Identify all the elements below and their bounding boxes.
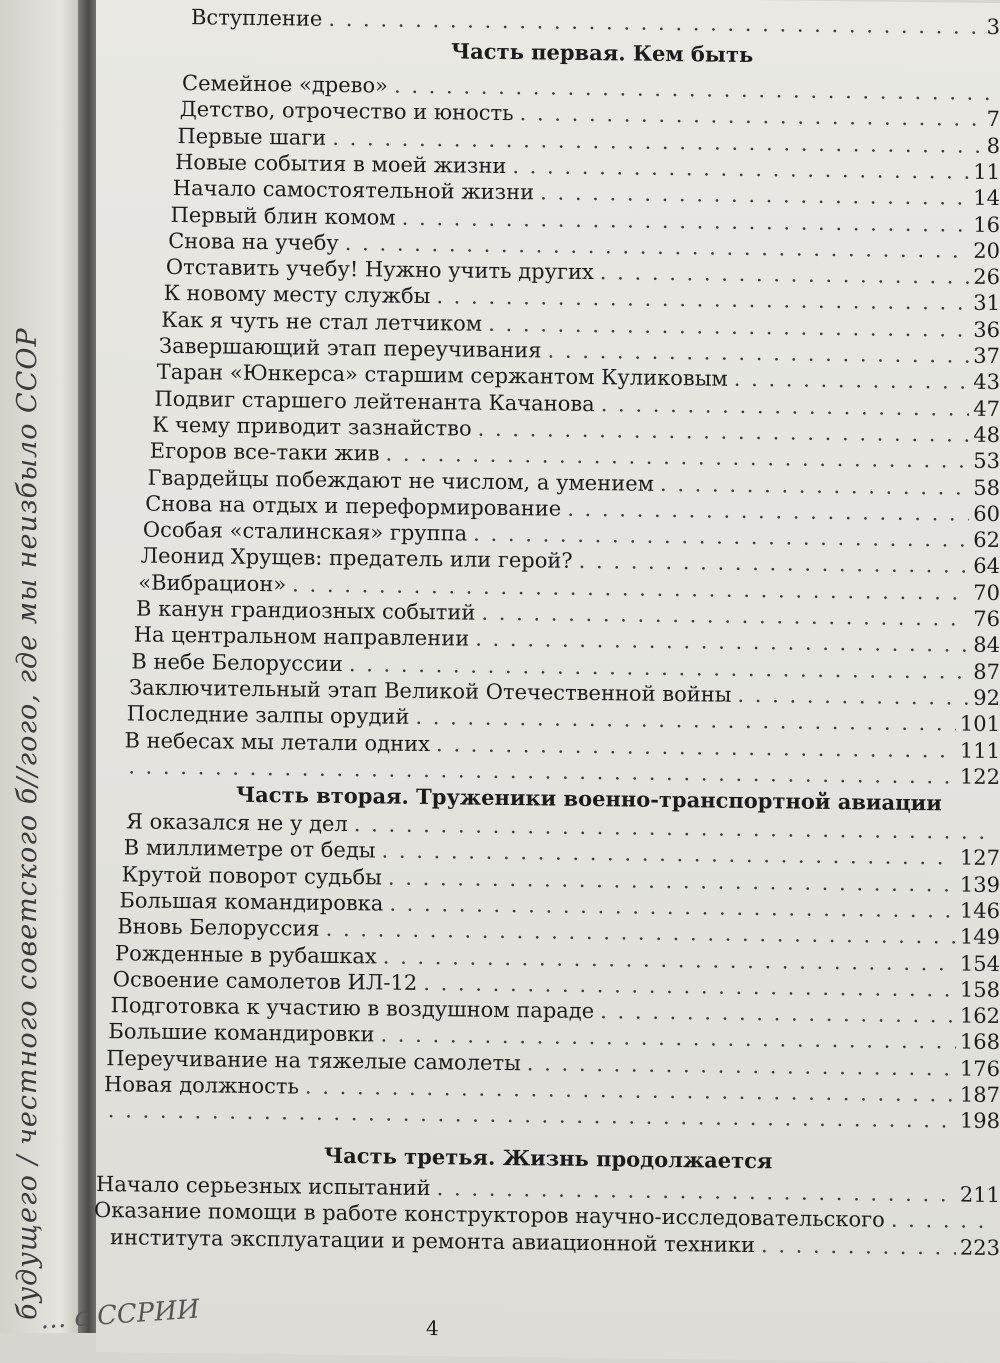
table-of-contents bbox=[96, 0, 1000, 3]
toc-entry-page: 122 bbox=[960, 764, 1000, 788]
leader-dots bbox=[488, 311, 969, 341]
toc-entry-title: Первый блин комом bbox=[171, 202, 396, 229]
toc-entry-title: Заключительный этап Великой Отечественной войны bbox=[129, 675, 731, 706]
leader-dots bbox=[475, 627, 969, 657]
toc-entry-page: 36 bbox=[973, 317, 1000, 341]
toc-entry-page: 11 bbox=[973, 160, 1000, 184]
toc-entry-title: института эксплуатации и ремонта авиационной техники bbox=[110, 1225, 755, 1257]
toc-entry-title: Я оказался не у дел bbox=[126, 809, 348, 836]
leader-dots bbox=[527, 1051, 956, 1080]
leader-dots bbox=[601, 392, 970, 421]
toc-page bbox=[96, 0, 1000, 1363]
leader-dots bbox=[520, 101, 983, 131]
toc-entry-page: 146 bbox=[960, 898, 1000, 922]
toc-entry-title: Вступление bbox=[191, 5, 322, 31]
leader-dots bbox=[481, 601, 969, 631]
toc-entry-page: 60 bbox=[973, 502, 1000, 526]
toc-entry-page: 43 bbox=[973, 370, 1000, 394]
toc-entry-page: 139 bbox=[960, 872, 1000, 896]
toc-entry-page: 187 bbox=[960, 1083, 1000, 1107]
leader-dots bbox=[473, 522, 969, 552]
toc-entry-title: К новому месту службы bbox=[164, 281, 431, 308]
toc-entry-title: Отставить учебу! Нужно учить других bbox=[166, 255, 594, 284]
leader-dots bbox=[512, 154, 969, 184]
part-heading: Часть вторая. Труженики военно-транспортной авиации bbox=[236, 782, 942, 816]
toc-entry-page: 211 bbox=[960, 1183, 1000, 1207]
leader-dots bbox=[548, 339, 970, 368]
toc-entry-title: Новая должность bbox=[104, 1072, 299, 1098]
toc-entry-title: Начало самостоятельной жизни bbox=[173, 176, 534, 204]
leader-dots bbox=[660, 471, 969, 499]
toc-entry-title: Освоение самолетов ИЛ-12 bbox=[113, 967, 417, 995]
toc-entry-title: К чему приводит зазнайство bbox=[152, 413, 472, 441]
toc-entry-title: Начало серьезных испытаний bbox=[96, 1172, 431, 1200]
part-heading: Часть третья. Жизнь продолжается bbox=[324, 1143, 772, 1173]
toc-entry-title: Рожденные в рубашках bbox=[115, 941, 377, 968]
toc-entry-page: 176 bbox=[960, 1056, 1000, 1080]
leader-dots bbox=[567, 497, 969, 526]
leader-dots bbox=[436, 732, 956, 762]
leader-dots bbox=[540, 181, 969, 210]
leader-dots bbox=[423, 971, 956, 1002]
toc-entry-title: Последние залпы орудий bbox=[127, 702, 410, 729]
leader-dots bbox=[328, 7, 982, 39]
toc-entry-title: Детство, отрочество и юность bbox=[180, 97, 514, 125]
toc-entry-page: 31 bbox=[973, 291, 1000, 315]
toc-entry-title: Гвардейцы побеждают не числом, а умением bbox=[148, 465, 654, 495]
toc-entry bbox=[191, 5, 1000, 41]
toc-entry-title: Большая командировка bbox=[119, 888, 383, 915]
toc-entry-title: Новые события в моей жизни bbox=[175, 150, 506, 178]
toc-entry-title: Как я чуть не стал летчиком bbox=[161, 307, 482, 335]
part-heading: Часть первая. Кем быть bbox=[451, 38, 753, 67]
leader-dots bbox=[600, 999, 956, 1027]
toc-entry-title: Подвиг старшего лейтенанта Качанова bbox=[154, 386, 594, 415]
toc-entry-page: 7 bbox=[987, 107, 1000, 131]
left-page bbox=[0, 0, 86, 1333]
toc-entry-page: 62 bbox=[973, 528, 1000, 552]
leader-dots bbox=[761, 1233, 956, 1259]
toc-entry-page: 3 bbox=[987, 15, 1000, 39]
toc-entry-page: 149 bbox=[960, 925, 1000, 949]
toc-entry-page: 37 bbox=[973, 344, 1000, 368]
toc-entry-page: 87 bbox=[973, 659, 1000, 683]
toc-entry-page: 101 bbox=[960, 712, 1000, 736]
toc-entry-title: Крутой поворот судьбы bbox=[122, 862, 382, 889]
toc-entry-page: 53 bbox=[973, 449, 1000, 473]
leader-dots bbox=[891, 1208, 996, 1233]
toc-entry-title: В небесах мы летали одних bbox=[125, 728, 430, 756]
leader-dots bbox=[734, 367, 970, 394]
toc-entry-title: Леонид Хрущев: предатель или герой? bbox=[141, 544, 573, 573]
toc-entry-title: Таран «Юнкерса» старшим сержантом Куликовым bbox=[157, 360, 728, 391]
toc-entry-page: 111 bbox=[960, 738, 1000, 762]
toc-entry-page: 8 bbox=[987, 133, 1000, 157]
page-number: 4 bbox=[426, 1316, 439, 1340]
toc-entry-title: В миллиметре от беды bbox=[124, 836, 376, 863]
leader-dots bbox=[579, 549, 970, 578]
toc-entry-title: Первые шаги bbox=[177, 124, 326, 150]
toc-entry-title: Снова на отдых и переформирование bbox=[145, 491, 561, 520]
toc-entry-page: 70 bbox=[973, 580, 1000, 604]
leader-dots bbox=[478, 417, 970, 447]
toc-entry-page: 92 bbox=[973, 686, 1000, 710]
toc-entry-page: 48 bbox=[973, 423, 1000, 447]
toc-entry-title: Оказание помощи в работе конструкторов научно-исследовательского bbox=[94, 1198, 885, 1232]
toc-entry-page: 198 bbox=[960, 1109, 1000, 1133]
toc-entry-page: 76 bbox=[973, 607, 1000, 631]
toc-entry-page: 14 bbox=[973, 186, 1000, 210]
toc-entry-page: 26 bbox=[973, 265, 1000, 289]
leader-dots bbox=[437, 1176, 956, 1206]
toc-entry-title: На центральном направлении bbox=[134, 623, 470, 651]
toc-entry-page: 64 bbox=[973, 554, 1000, 578]
toc-entry-page: 158 bbox=[960, 977, 1000, 1001]
pencil-note: … с ССРИИ bbox=[39, 1294, 200, 1335]
toc-entry-title: Егоров все-таки жив bbox=[150, 439, 380, 466]
leader-dots bbox=[600, 260, 969, 289]
leader-dots bbox=[737, 683, 969, 710]
toc-entry-title: В канун грандиозных событий bbox=[136, 596, 475, 624]
handwritten-note: будущего / честного советского б//гого, где мы неизбыло ССОР bbox=[12, 327, 43, 1320]
toc-entry-title: Вновь Белоруссия bbox=[117, 914, 319, 940]
toc-entry-title: Подготовка к участию в воздушном параде bbox=[111, 993, 595, 1023]
leader-dots bbox=[436, 285, 969, 316]
toc-entry-title: Семейное «древо» bbox=[182, 71, 388, 98]
toc-entry-title: Переучивание на тяжелые самолеты bbox=[106, 1046, 521, 1075]
toc-entry-title: Снова на учебу bbox=[168, 229, 339, 255]
toc-entry-title: Большие командировки bbox=[108, 1020, 374, 1047]
toc-entry-page: 47 bbox=[973, 396, 1000, 420]
toc-entry-page: 223 bbox=[960, 1235, 1000, 1259]
toc-entry-page: 16 bbox=[973, 212, 1000, 236]
toc-entry-title: Особая «сталинская» группа bbox=[143, 518, 467, 546]
toc-entry-page: 162 bbox=[960, 1004, 1000, 1028]
toc-entry-page: 20 bbox=[973, 239, 1000, 263]
toc-entry-page: 127 bbox=[960, 846, 1000, 870]
toc-entry-title: В небе Белоруссии bbox=[131, 649, 342, 676]
toc-entry-page: 154 bbox=[960, 951, 1000, 975]
toc-entry-page: 58 bbox=[973, 475, 1000, 499]
toc-entry-page: 168 bbox=[960, 1030, 1000, 1054]
toc-entry-title: Завершающий этап переучивания bbox=[159, 334, 542, 363]
toc-entry-page: 84 bbox=[973, 633, 1000, 657]
toc-entry-title: «Вибрацион» bbox=[138, 570, 286, 596]
